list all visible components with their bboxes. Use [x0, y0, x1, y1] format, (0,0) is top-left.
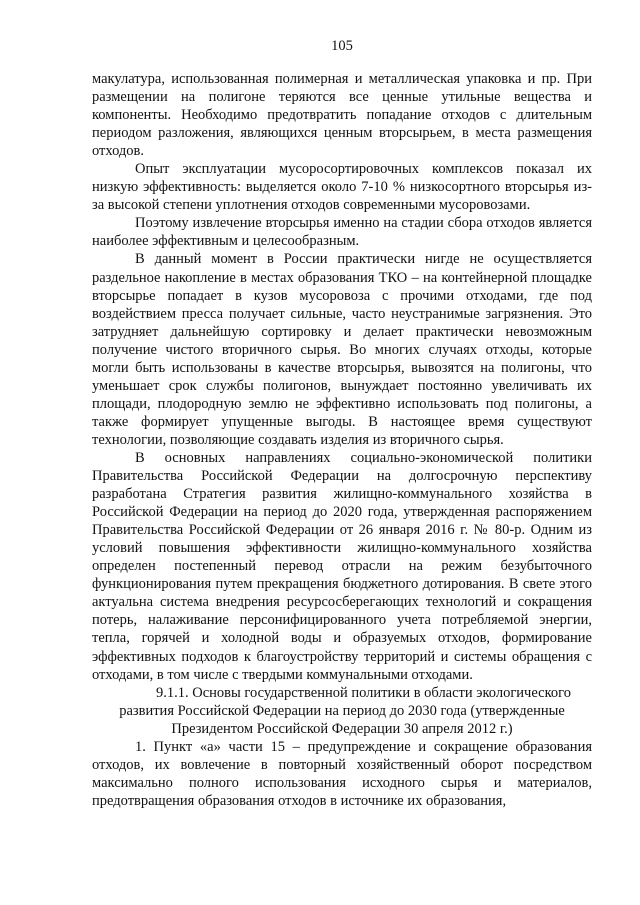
paragraph-4: В данный момент в России практически нигде не осуществляется раздельное накопление в местах образования ТКО – на контейнерной площадке вторсырье попадает в кузов мусоровоза с прочими отходами, где под воздействием пресса получает сильные, часто неустранимые загрязнения. Это затрудняет дальнейшую сортировку и делает практически невозможным получение чистого вторичного сырья. Во многих случаях отходы, которые могли быть использованы в качестве вторсырья, вывозятся на полигоны, что уменьшает срок службы полигонов, вынуждает постоянно увеличивать их площади, плодородную землю не эффективно использовать под полигоны, а также формирует упущенные выгоды. В настоящее время существуют технологии, позволяющие создавать изделия из вторичного сырья.	[92, 251, 592, 448]
paragraph-6: 1. Пункт «а» части 15 – предупреждение и сокращение образования отходов, их вовлечение в повторный хозяйственный оборот посредством максимально полного использования исходного сырья и материалов, предотвращения образования отходов в источнике их образования,	[92, 738, 592, 809]
body-text	[92, 70, 592, 810]
paragraph-5: В основных направлениях социально-экономической политики Правительства Российской Федерации на долгосрочную перспективу разработана Стратегия развития жилищно-коммунального хозяйства в Российской Федерации на период до 2020 года, утвержденная распоряжением Правительства Российской Федерации от 26 января 2016 г. № 80-р. Одним из условий повышения эффективности жилищно-коммунального хозяйства определен постепенный перевод отрасли на режим безубыточного функционирования путем прекращения бюджетного дотирования. В свете этого актуальна система внедрения ресурсосберегающих технологий и сокращения потерь, налаживание персонифицированного учета потребляемой энергии, тепла, горячей и холодной воды и образуемых отходов, формирование эффективных подходов к благоустройству территорий и системы обращения с отходами, в том числе с твердыми коммунальными отходами.	[92, 449, 592, 683]
paragraph-1: макулатура, использованная полимерная и металлическая упаковка и пр. При размещении на полигоне теряются все ценные утильные вещества и компоненты. Необходимо предотвратить попадание отходов с длительным периодом разложения, являющихся ценным вторсырьем, в места размещения отходов.	[92, 71, 592, 160]
page-number: 105	[331, 38, 353, 54]
paragraph-3: Поэтому извлечение вторсырья именно на стадии сбора отходов является наиболее эффективным и целесообразным.	[92, 215, 592, 250]
paragraph-2: Опыт эксплуатации мусоросортировочных комплексов показал их низкую эффективность: выделяется около 7-10 % низкосортного вторсырья из-за высокой степени уплотнения отходов современными мусоровозами.	[92, 161, 592, 214]
section-heading: 9.1.1. Основы государственной политики в области экологического развития Российской Федерации на период до 2030 года (утвержденные Президентом Российской Федерации 30 апреля 2012 г.)	[119, 684, 571, 737]
